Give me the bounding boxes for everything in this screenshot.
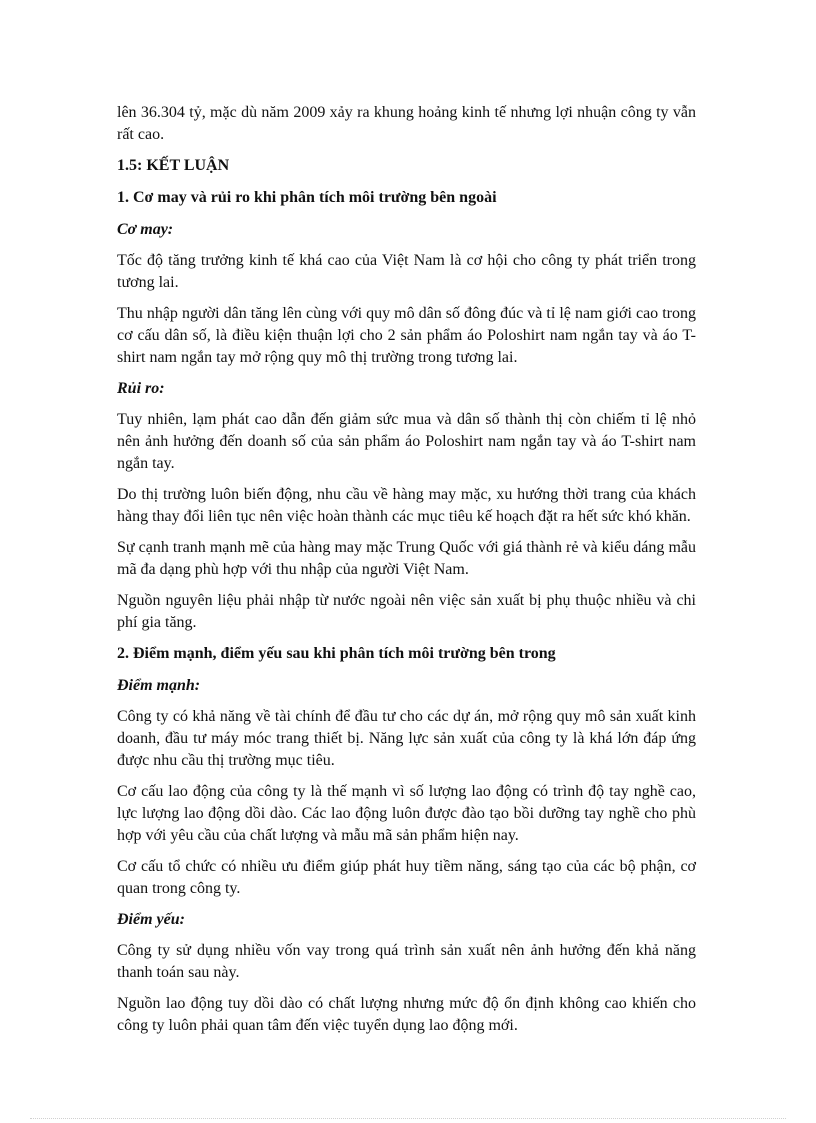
document-body	[117, 102, 696, 1046]
subheading-risks: Rủi ro:	[117, 380, 165, 397]
paragraph-risk-materials: Nguồn nguyên liệu phải nhập từ nước ngoài nên việc sản xuất bị phụ thuộc nhiều và chi phí gia tăng.	[117, 592, 696, 631]
paragraph-risk-inflation: Tuy nhiên, lạm phát cao dẫn đến giảm sức mua và dân số thành thị còn chiếm tỉ lệ nhỏ nên ảnh hưởng đến doanh số của sản phẩm áo Poloshirt nam ngắn tay và áo T-shirt nam ngắn tay.	[117, 411, 696, 472]
section-heading-conclusion: 1.5: KẾT LUẬN	[117, 157, 230, 174]
paragraph-risk-market: Do thị trường luôn biến động, nhu cầu về hàng may mặc, xu hướng thời trang của khách hàng thay đổi liên tục nên việc hoàn thành các mục tiêu kế hoạch đặt ra hết sức khó khăn.	[117, 486, 696, 525]
subheading-strengths: Điểm mạnh:	[117, 677, 201, 694]
paragraph-strength-organization: Cơ cấu tổ chức có nhiều ưu điểm giúp phát huy tiềm năng, sáng tạo của các bộ phận, cơ quan trong công ty.	[117, 858, 696, 897]
paragraph-weakness-loans: Công ty sử dụng nhiều vốn vay trong quá trình sản xuất nên ảnh hưởng đến khả năng thanh toán sau này.	[117, 942, 696, 981]
page-bottom-divider	[30, 1118, 786, 1119]
paragraph-weakness-labor-stability: Nguồn lao động tuy dồi dào có chất lượng nhưng mức độ ổn định không cao khiến cho công ty luôn phải quan tâm đến việc tuyển dụng lao động mới.	[117, 995, 696, 1034]
paragraph-strength-finance: Công ty có khả năng về tài chính để đầu tư cho các dự án, mở rộng quy mô sản xuất kinh doanh, đầu tư máy móc trang thiết bị. Năng lực sản xuất của công ty là khá lớn đáp ứng được nhu cầu thị trường mục tiêu.	[117, 708, 696, 769]
section-heading-internal-environment: 2. Điểm mạnh, điểm yếu sau khi phân tích môi trường bên trong	[117, 645, 556, 662]
paragraph-continuation: lên 36.304 tỷ, mặc dù năm 2009 xảy ra khung hoảng kinh tế nhưng lợi nhuận công ty vẫn rất cao.	[117, 104, 696, 143]
subheading-opportunities: Cơ may:	[117, 221, 174, 238]
paragraph-opportunity-growth: Tốc độ tăng trưởng kinh tế khá cao của Việt Nam là cơ hội cho công ty phát triển trong tương lai.	[117, 252, 696, 291]
paragraph-strength-labor: Cơ cấu lao động của công ty là thế mạnh vì số lượng lao động có trình độ tay nghề cao, lực lượng lao động dồi dào. Các lao động luôn được đào tạo bồi dưỡng tay nghề cho phù hợp với yêu cầu của chất lượng và mẫu mã sản phẩm hiện nay.	[117, 783, 696, 844]
paragraph-risk-competition: Sự cạnh tranh mạnh mẽ của hàng may mặc Trung Quốc với giá thành rẻ và kiểu dáng mẫu mã đa dạng phù hợp với thu nhập của người Việt Nam.	[117, 539, 696, 578]
paragraph-opportunity-income: Thu nhập người dân tăng lên cùng với quy mô dân số đông đúc và tỉ lệ nam giới cao trong cơ cấu dân số, là điều kiện thuận lợi cho 2 sản phẩm áo Poloshirt nam ngắn tay và áo T-shirt nam ngắn tay mở rộng quy mô thị trường trong tương lai.	[117, 305, 696, 366]
subheading-weaknesses: Điểm yếu:	[117, 911, 185, 928]
section-heading-external-environment: 1. Cơ may và rủi ro khi phân tích môi trường bên ngoài	[117, 189, 497, 206]
